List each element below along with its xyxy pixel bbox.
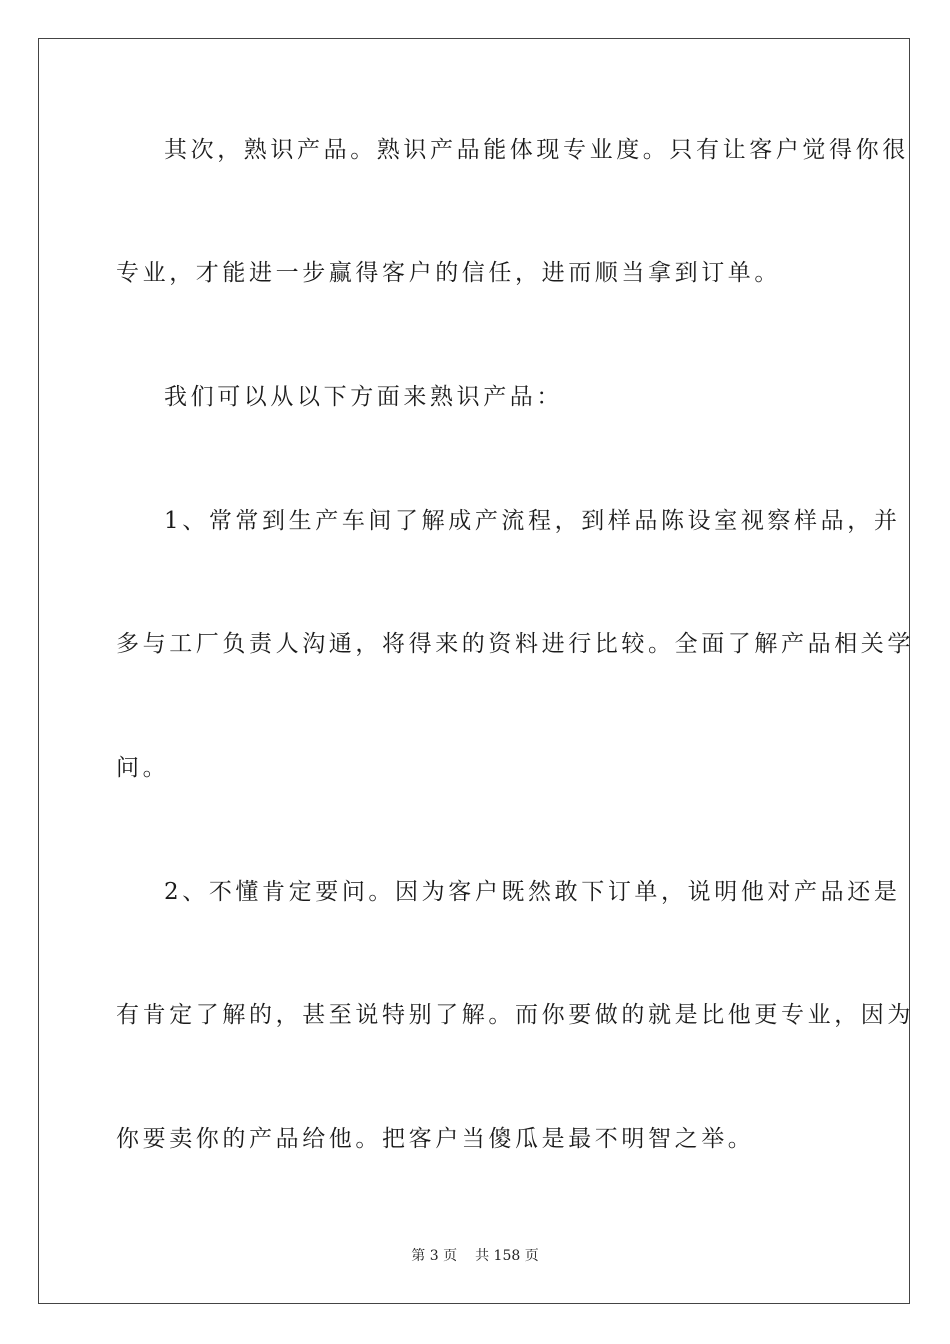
paragraph-3-line-2: 多与工厂负责人沟通，将得来的资料进行比较。全面了解产品相关学 [116,631,914,657]
paragraph-4-line-3: 你要卖你的产品给他。把客户当傻瓜是最不明智之举。 [116,1126,755,1152]
paragraph-4-line-2: 有肯定了解的，甚至说特别了解。而你要做的就是比他更专业，因为 [116,1002,914,1028]
paragraph-2-line-1: 我们可以从以下方面来熟识产品： [164,384,563,410]
page-border [38,38,914,1304]
paragraph-3-line-1: 1、常常到生产车间了解成产流程，到样品陈设室视察样品，并 [164,508,901,534]
paragraph-1-line-1: 其次，熟识产品。熟识产品能体现专业度。只有让客户觉得你很 [164,137,909,163]
paragraph-1-line-2: 专业，才能进一步赢得客户的信任，进而顺当拿到订单。 [116,260,781,286]
page-footer [0,1247,950,1265]
paragraph-4-line-1: 2、不懂肯定要问。因为客户既然敢下订单，说明他对产品还是 [164,879,901,905]
paragraph-3-line-3: 问。 [116,755,170,781]
page-number: 第 3 页 [411,1248,458,1264]
page-total: 共 158 页 [475,1248,539,1264]
